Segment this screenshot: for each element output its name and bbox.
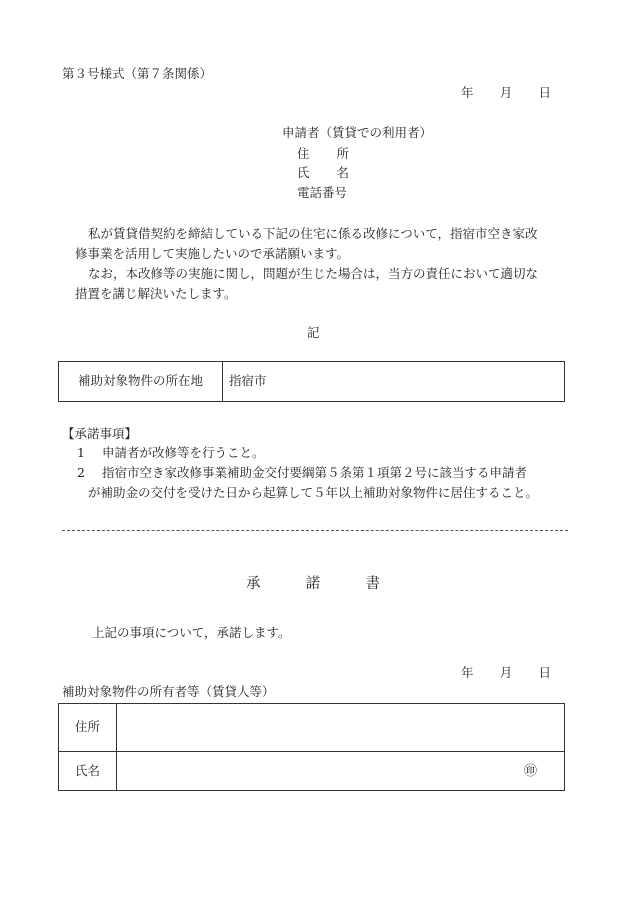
consent-year-label: 年 [461, 665, 474, 680]
consent-item-1-text: 申請者が改修等を行うこと。 [102, 445, 265, 460]
body-paragraph-2-line-1: なお，本改修等の実施に関し，問題が生じた場合は，当方の責任において適切な [88, 266, 539, 281]
consent-statement: 上記の事項について，承諾します。 [92, 625, 291, 640]
address-char-1: 住 [297, 146, 310, 161]
name-char-2: 名 [336, 165, 349, 180]
property-label: 補助対象物件の所在地 [77, 373, 203, 389]
owner-address-label: 住所 [74, 719, 100, 735]
consent-item-1-number: 1 [77, 445, 85, 460]
owner-label: 補助対象物件の所有者等（賃貸人等） [62, 684, 275, 699]
consent-month-label: 月 [499, 665, 513, 680]
form-id: 第３号様式（第７条関係） [62, 66, 213, 81]
owner-address-field[interactable] [117, 704, 564, 751]
cut-line-divider [62, 530, 568, 531]
property-table [58, 361, 565, 402]
consent-date [461, 667, 551, 680]
body-paragraph-1-line-1: 私が賃貸借契約を締結している下記の住宅に係る改修について，指宿市空き家改 [88, 226, 538, 241]
consent-item-2-text-line-1: 指宿市空き家改修事業補助金交付要綱第５条第１項第２号に該当する申請者 [102, 465, 528, 480]
year-label: 年 [461, 85, 474, 100]
title-char-3: 書 [365, 576, 380, 592]
applicant-phone-label: 電話番号 [297, 185, 348, 200]
address-char-2: 所 [336, 146, 349, 161]
applicant-title: 申請者（賃貸での利用者） [282, 125, 433, 140]
owner-name-label: 氏名 [74, 762, 100, 778]
consent-day-label: 日 [538, 665, 551, 680]
owner-table [58, 703, 565, 791]
body-paragraph-2-line-2: 措置を講じ解決いたします。 [75, 286, 237, 301]
property-label-cell [59, 362, 223, 401]
consent-items-heading: 【承諾事項】 [62, 426, 138, 441]
consent-item-2-number: 2 [77, 465, 85, 480]
property-value: 指宿市 [229, 373, 267, 389]
name-char-1: 氏 [297, 165, 310, 180]
consent-item-2-text-line-2: が補助金の交付を受けた日から起算して５年以上補助対象物件に居住すること。 [88, 485, 539, 500]
applicant-address-label [297, 148, 349, 161]
title-char-2: 諾 [305, 576, 321, 592]
title-char-1: 承 [246, 576, 261, 592]
body-paragraph-1-line-2: 修事業を活用して実施したいので承諾願います。 [75, 246, 350, 261]
property-value-cell[interactable] [229, 362, 267, 401]
owner-name-label-cell [59, 752, 117, 790]
applicant-name-label [297, 167, 349, 180]
seal-mark-icon: ㊞ [524, 764, 538, 779]
owner-name-field[interactable] [117, 752, 564, 790]
month-label: 月 [499, 85, 513, 100]
owner-address-label-cell [59, 704, 117, 751]
consent-doc-title [246, 577, 380, 592]
day-label: 日 [538, 85, 551, 100]
application-date [461, 87, 551, 100]
ki-label: 記 [307, 325, 320, 340]
